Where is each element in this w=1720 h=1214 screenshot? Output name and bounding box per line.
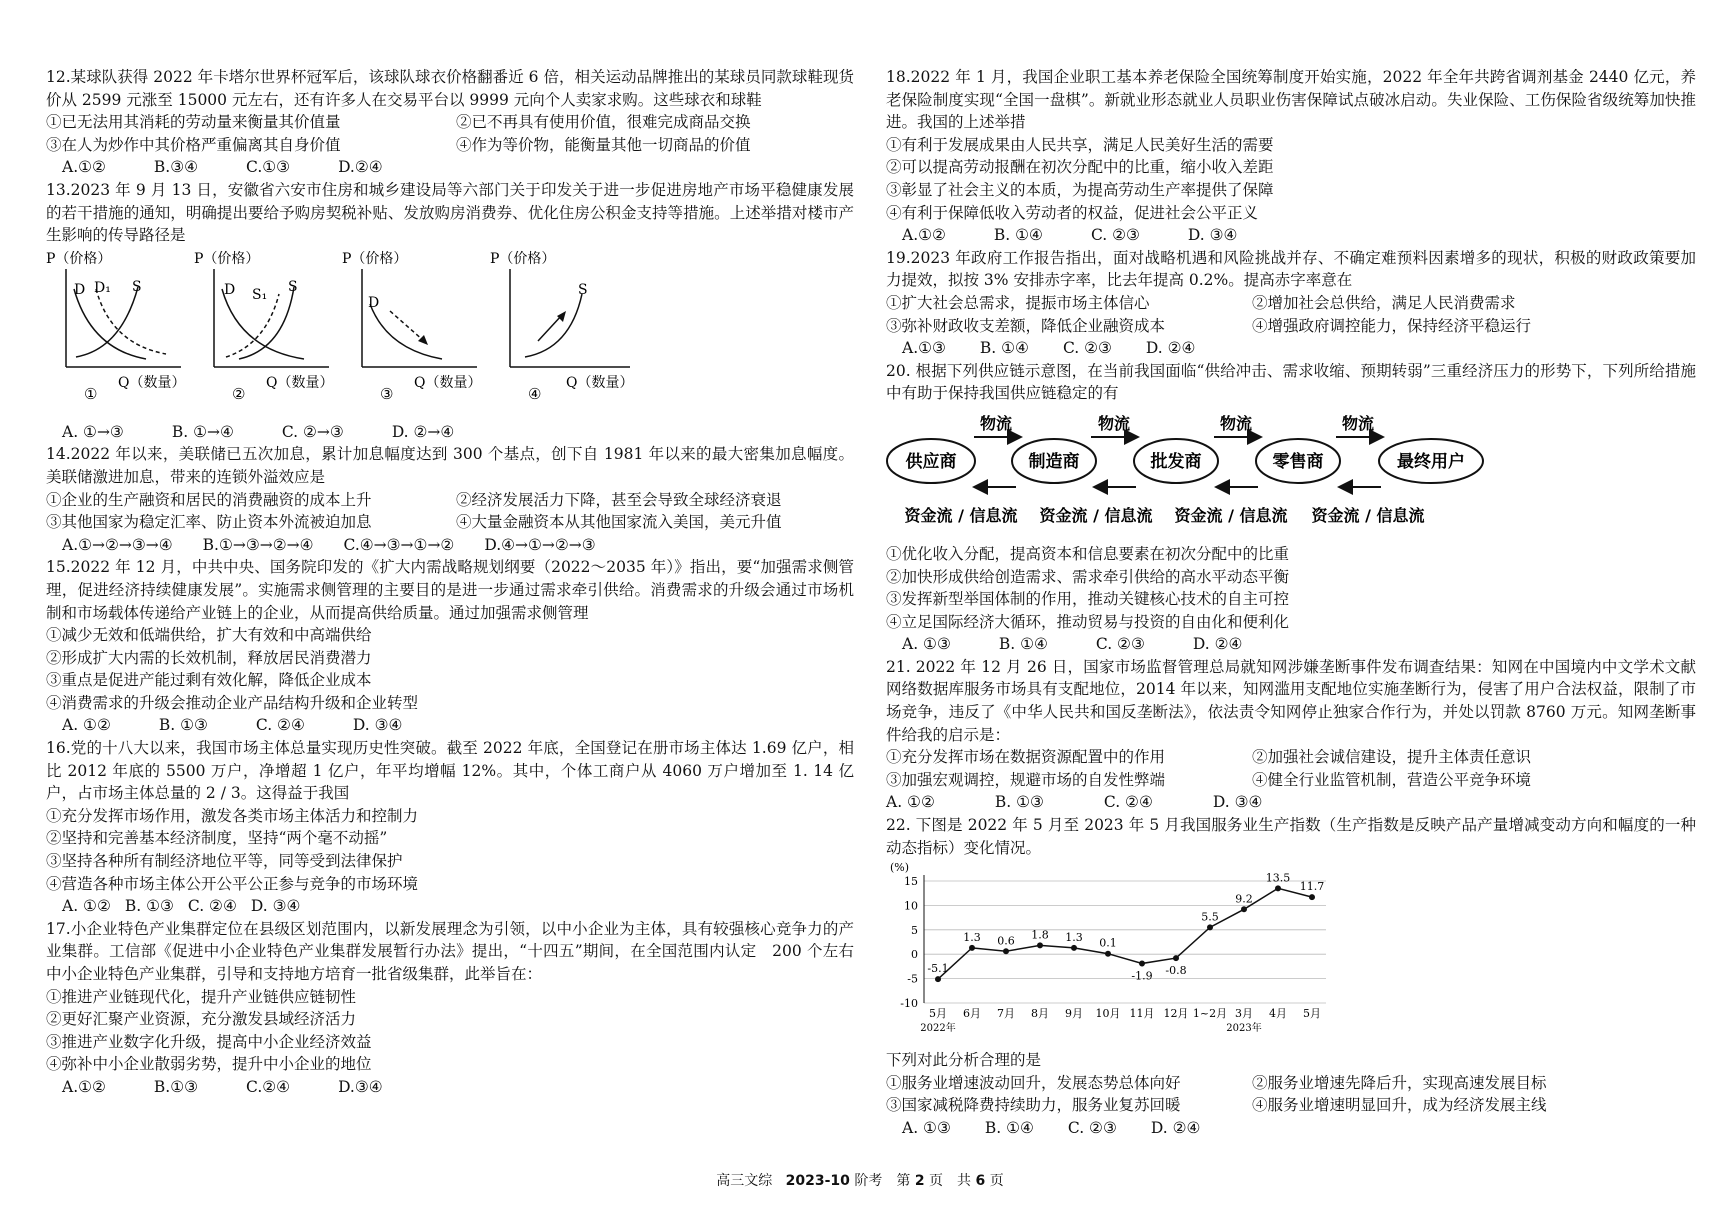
choice-a[interactable]: A. ①③: [902, 1119, 951, 1137]
option: ③加强宏观调控，规避市场的自发性弊端: [886, 770, 1166, 789]
footer-subject: 高三文综: [716, 1173, 773, 1189]
capital-info-flow-label: 资金流 / 信息流: [1311, 505, 1425, 525]
data-point: [1003, 948, 1009, 954]
data-point: [1037, 943, 1043, 949]
choice-b[interactable]: B. ①③: [994, 793, 1044, 812]
question-13: [46, 179, 854, 443]
option: ④健全行业监管机制，营造公平竞争环境: [1252, 770, 1532, 789]
option: ①已无法用其消耗的劳动量来衡量其价值量: [46, 113, 341, 132]
data-label: 1.3: [963, 931, 981, 945]
option: ③其他国家为稳定汇率、防止资本外流被迫加息: [46, 513, 372, 532]
choice-a[interactable]: A.①②: [62, 158, 106, 177]
node-supplier: 供应商: [905, 451, 957, 472]
price-axis-label: P（价格）: [46, 250, 112, 267]
choice-c[interactable]: C. ②→③: [281, 422, 344, 441]
choice-b[interactable]: B.①③: [153, 1077, 199, 1096]
choice-a[interactable]: A.①②: [902, 226, 946, 245]
curve-label: S: [288, 278, 298, 295]
option: ④消费需求的升级会推动企业产品结构升级和企业转型: [46, 693, 419, 712]
option: ③弥补财政收支差额，降低企业融资成本: [886, 316, 1166, 335]
option: ②形成扩大内需的长效机制，释放居民消费潜力: [46, 648, 372, 667]
answer-choices: [886, 337, 1696, 360]
y-tick-label: 10: [904, 899, 918, 913]
graph-number: ①: [84, 384, 98, 403]
data-label: 11.7: [1299, 880, 1325, 894]
answer-choices: [46, 714, 854, 737]
supply-chain-diagram: [886, 409, 1696, 539]
choice-c[interactable]: C. ②④: [187, 897, 237, 916]
page-footer: [0, 1170, 1720, 1193]
year-label: 2023年: [1226, 1023, 1262, 1035]
data-point: [1275, 886, 1281, 892]
choice-c[interactable]: C. ②③: [1062, 339, 1112, 358]
choice-b[interactable]: B. ①→④: [171, 422, 234, 441]
option: ③在人为炒作中其价格严重偏离其自身价值: [46, 135, 341, 154]
data-point: [1207, 925, 1213, 931]
option: ①减少无效和低端供给，扩大有效和中高端供给: [46, 626, 372, 645]
graph-number: ④: [528, 384, 542, 403]
quantity-axis-label: Q（数量）: [566, 374, 634, 391]
data-point: [1309, 894, 1315, 900]
option: ①服务业增速波动回升，发展态势总体向好: [886, 1073, 1181, 1092]
right-column: [886, 66, 1696, 1140]
data-label: 9.2: [1235, 892, 1253, 906]
choice-a[interactable]: A. ①②: [886, 793, 935, 812]
option: ④大量金融资本从其他国家流入美国，美元升值: [456, 513, 782, 532]
curve-label: D: [74, 281, 86, 298]
question-prompt: 下列对此分析合理的是: [886, 1051, 1042, 1070]
x-tick-label: 10月: [1095, 1007, 1121, 1021]
question-17: [46, 918, 854, 1099]
curve-label: D₁: [94, 279, 111, 296]
question-stem: 17.小企业特色产业集群定位在县级区划范围内，以新发展理念为引领，以中小企业为主体，具有较强核心竞争力的产业集群。工信部《促进中小企业特色产业集群发展暂行办法》提出，“十四五”期间，在全国范围内认定 200 个左右中小企业特色产业集群，引导和支持地方培育一批省级集群，此举旨在：: [46, 919, 854, 983]
x-tick-label: 5月: [929, 1007, 947, 1021]
answer-choices: [46, 534, 854, 557]
answer-choices: [886, 791, 1696, 814]
option: ②服务业增速先降后升，实现高速发展目标: [1252, 1073, 1547, 1092]
option: ③推进产业数字化升级，提高中小企业经济效益: [46, 1032, 372, 1051]
data-label: 0.1: [1099, 936, 1117, 950]
option: ③坚持各种所有制经济地位平等，同等受到法律保护: [46, 852, 403, 871]
option: ②可以提高劳动报酬在初次分配中的比重，缩小收入差距: [886, 158, 1274, 177]
question-15: [46, 556, 854, 737]
answer-choices: [46, 895, 854, 918]
option: ②加强社会诚信建设，提升主体责任意识: [1252, 748, 1532, 767]
logistics-label: 物流: [1219, 413, 1253, 433]
x-tick-label: 8月: [1031, 1007, 1049, 1021]
data-label: -5.1: [927, 962, 949, 976]
logistics-label: 物流: [979, 413, 1013, 433]
choice-c[interactable]: C.④→③→①→②: [343, 535, 455, 554]
footer-text: 页: [989, 1173, 1004, 1189]
option: ②更好汇聚产业资源，充分激发县域经济活力: [46, 1010, 357, 1029]
choice-d[interactable]: D. ③④: [1187, 226, 1238, 245]
answer-choices: [886, 633, 1696, 656]
y-tick-label: -5: [907, 972, 918, 986]
capital-info-flow-label: 资金流 / 信息流: [1174, 505, 1288, 525]
graph-number: ③: [380, 384, 394, 403]
choice-d[interactable]: D. ②④: [1192, 635, 1243, 654]
y-tick-label: -10: [900, 997, 918, 1011]
choice-b[interactable]: B. ①③: [124, 897, 174, 916]
choice-a[interactable]: A.①②: [62, 1077, 106, 1096]
choice-b[interactable]: B. ①③: [158, 716, 208, 735]
choice-d[interactable]: D. ②④: [1150, 1119, 1201, 1137]
choice-b[interactable]: B. ①④: [993, 226, 1043, 245]
choice-b[interactable]: B. ①④: [984, 1119, 1034, 1137]
question-22: [886, 814, 1696, 1140]
graph-1: [46, 249, 186, 419]
x-tick-label: 12月: [1163, 1007, 1189, 1021]
footer-term: 2023-10: [785, 1173, 850, 1189]
option: ③彰显了社会主义的本质，为提高劳动生产率提供了保障: [886, 180, 1274, 199]
curve-label: S: [578, 281, 588, 298]
x-tick-label: 7月: [997, 1007, 1015, 1021]
x-tick-label: 6月: [963, 1007, 981, 1021]
option: ①充分发挥市场在数据资源配置中的作用: [886, 748, 1166, 767]
choice-c[interactable]: C. ②③: [1090, 226, 1140, 245]
graph-number: ②: [232, 384, 246, 403]
option: ②经济发展活力下降，甚至会导致全球经济衰退: [456, 490, 782, 509]
x-tick-label: 11月: [1129, 1007, 1155, 1021]
option: ①企业的生产融资和居民的消费融资的成本上升: [46, 490, 372, 509]
question-stem: 18.2022 年 1 月，我国企业职工基本养老保险全国统筹制度开始实施，2022 年全年共跨省调剂基金 2440 亿元，养老保险制度实现“全国一盘棋”。新就业形态就业人员职业伤害保障试点破冰启动。失业保险、工伤保险省级统筹加快推进。我国的上述举措: [886, 68, 1696, 132]
curve-label: S₁: [252, 286, 268, 303]
option: ④弥补中小企业散弱劣势，提升中小企业的地位: [46, 1055, 372, 1074]
choice-c[interactable]: C. ②④: [1103, 793, 1153, 812]
footer-text: 阶考 第: [854, 1173, 911, 1189]
price-axis-label: P（价格）: [342, 250, 408, 267]
question-stem: 21. 2022 年 12 月 26 日，国家市场监督管理总局就知网涉嫌垄断事件发布调查结果：知网在中国境内中文学术文献网络数据库服务市场具有支配地位，2014 年以来，知网滥用支配地位实施垄断行为，侵害了用户合法权益，限制了市场竞争，违反了《中华人民共和国反垄断法》，依法责令知网停止独家合作行为，并处以罚款 8760 万元。知网垄断事件给我的启示是：: [886, 657, 1696, 744]
data-label: 1.8: [1031, 928, 1049, 942]
question-stem: 13.2023 年 9 月 13 日，安徽省六安市住房和城乡建设局等六部门关于印发关于进一步促进房地产市场平稳健康发展的若干措施的通知，明确提出要给予购房契税补贴、发放购房消费券、优化住房公积金支持等措施。上述举措对楼市产生影响的传导路径是: [46, 180, 854, 245]
node-wholesaler: 批发商: [1150, 451, 1202, 472]
year-label: 2022年: [920, 1023, 956, 1035]
data-point: [1139, 961, 1145, 967]
choice-b[interactable]: B.①→③→②→④: [202, 535, 314, 554]
question-stem: 14.2022 年以来，美联储已五次加息，累计加息幅度达到 300 个基点，创下自 1981 年以来的最大密集加息幅度。美联储激进加息，带来的连锁外溢效应是: [46, 445, 854, 486]
data-point: [1071, 945, 1077, 951]
choice-a[interactable]: A. ①③: [902, 635, 951, 654]
option: ④立足国际经济大循环，推动贸易与投资的自由化和便利化: [886, 612, 1290, 631]
price-axis-label: P（价格）: [194, 250, 260, 267]
choice-d[interactable]: D.②④: [338, 158, 383, 177]
graph-3: [342, 249, 482, 419]
question-stem: 12.某球队获得 2022 年卡塔尔世界杯冠军后，该球队球衣价格翻番近 6 倍，相关运动品牌推出的某球员同款球鞋现货价从 2599 元涨至 15000 元左右，还有许多人在交易平台以 9999 元向个人卖家求购。这些球衣和球鞋: [46, 68, 854, 109]
choice-b[interactable]: B. ①④: [998, 635, 1048, 654]
option: ④营造各种市场主体公开公平公正参与竞争的市场环境: [46, 874, 419, 893]
option: ①充分发挥市场作用，激发各类市场主体活力和控制力: [46, 806, 419, 825]
curve-label: S: [132, 278, 142, 295]
choice-d[interactable]: D. ③④: [250, 897, 301, 916]
x-tick-label: 3月: [1235, 1007, 1253, 1021]
data-label: 5.5: [1201, 910, 1219, 924]
quantity-axis-label: Q（数量）: [266, 374, 334, 391]
answer-choices: [46, 156, 854, 179]
choice-d[interactable]: D. ②④: [1145, 339, 1196, 358]
question-stem: 19.2023 年政府工作报告指出，面对战略机遇和风险挑战并存、不确定难预料因素增多的现状，积极的财政政策要加力提效，拟按 3% 安排赤字率，比去年提高 0.2%。提高赤字率意在: [886, 248, 1696, 290]
option: ②坚持和完善基本经济制度，坚持“两个毫不动摇”: [46, 829, 388, 848]
quantity-axis-label: Q（数量）: [414, 374, 482, 391]
logistics-label: 物流: [1097, 413, 1131, 433]
logistics-label: 物流: [1341, 413, 1375, 433]
price-axis-label: P（价格）: [490, 250, 556, 267]
answer-choices: [46, 1076, 854, 1099]
data-label: -1.9: [1131, 969, 1153, 983]
choice-c[interactable]: C.②④: [246, 1077, 291, 1096]
option: ③国家减税降费持续助力，服务业复苏回暖: [886, 1096, 1181, 1115]
data-label: 0.6: [997, 934, 1015, 948]
answer-choices: [886, 1117, 1696, 1140]
answer-choices: [886, 224, 1696, 247]
option: ④增强政府调控能力，保持经济平稳运行: [1252, 316, 1532, 335]
node-end-user: 最终用户: [1397, 451, 1465, 472]
option: ①扩大社会总需求，提振市场主体信心: [886, 293, 1150, 312]
choice-a[interactable]: A. ①→③: [62, 422, 124, 441]
choice-d[interactable]: D. ②→④: [391, 422, 455, 441]
option: ①优化收入分配，提高资本和信息要素在初次分配中的比重: [886, 544, 1290, 563]
option: ①推进产业链现代化，提升产业链供应链韧性: [46, 987, 357, 1006]
data-point: [1105, 951, 1111, 957]
question-16: [46, 737, 854, 918]
choice-b[interactable]: B.③④: [153, 158, 199, 177]
question-20: [886, 360, 1696, 656]
choice-d[interactable]: D.④→①→②→③: [484, 535, 596, 554]
option: ④有利于保障低收入劳动者的权益，促进社会公平正义: [886, 203, 1259, 222]
choice-a[interactable]: A. ①②: [62, 897, 111, 916]
supply-demand-graphs: [46, 249, 854, 419]
question-21: [886, 656, 1696, 814]
option: ①有利于发展成果由人民共享，满足人民美好生活的需要: [886, 135, 1274, 154]
series-line: [938, 889, 1312, 980]
data-point: [1173, 955, 1179, 961]
data-point: [969, 945, 975, 951]
quantity-axis-label: Q（数量）: [118, 374, 186, 391]
question-stem: 16.党的十八大以来，我国市场主体总量实现历史性突破。截至 2022 年底，全国登记在册市场主体达 1.69 亿户，相比 2012 年底的 5500 万户，净增超 1 亿户，年平均增幅 12%。其中，个体工商户从 4060 万户增加至 1. 14 亿户，占市场主体总量的 2 / 3。这得益于我国: [46, 739, 854, 803]
x-tick-label: 4月: [1269, 1007, 1287, 1021]
footer-text: 页 共: [929, 1173, 972, 1189]
curve-label: D: [224, 281, 236, 298]
curve-label: D: [368, 294, 380, 311]
choice-d[interactable]: D. ③④: [1212, 793, 1263, 812]
x-tick-label: 9月: [1065, 1007, 1083, 1021]
service-production-index-chart: [886, 861, 1696, 1041]
question-19: [886, 247, 1696, 360]
data-label: 13.5: [1265, 871, 1291, 885]
choice-c[interactable]: C. ②③: [1067, 1119, 1117, 1137]
question-stem: 20. 根据下列供应链示意图，在当前我国面临“供给冲击、需求收缩、预期转弱”三重经济压力的形势下，下列所给措施中有助于保持我国供应链稳定的有: [886, 361, 1696, 403]
option: ③重点是促进产能过剩有效化解，降低企业成本: [46, 671, 372, 690]
x-tick-label: 1~2月: [1192, 1007, 1228, 1021]
question-stem: 15.2022 年 12 月，中共中央、国务院印发的《扩大内需战略规划纲要（2022～2035 年）》指出，要“加强需求侧管理，促进经济持续健康发展”。实施需求侧管理的主要目的是进一步通过需求牵引供给。消费需求的升级会通过市场机制和市场载体传递给产业链上的企业，从而提高供给质量。通过加强需求侧管理: [46, 558, 854, 622]
choice-d[interactable]: D. ③④: [352, 716, 403, 735]
choice-a[interactable]: A.①③: [902, 339, 946, 358]
choice-d[interactable]: D.③④: [338, 1077, 383, 1096]
y-tick-label: 0: [911, 948, 918, 962]
option: ④服务业增速明显回升，成为经济发展主线: [1252, 1096, 1547, 1115]
data-point: [1241, 907, 1247, 913]
capital-info-flow-label: 资金流 / 信息流: [1039, 505, 1153, 525]
choice-a[interactable]: A.①→②→③→④: [62, 535, 173, 554]
node-retailer: 零售商: [1272, 451, 1324, 472]
question-12: [46, 66, 854, 179]
choice-c[interactable]: C. ②③: [1095, 635, 1145, 654]
data-label: -0.8: [1165, 964, 1187, 978]
question-stem: 22. 下图是 2022 年 5 月至 2023 年 5 月我国服务业生产指数（生产指数是反映产品产量增减变动方向和幅度的一种动态指标）变化情况。: [886, 816, 1696, 857]
choice-b[interactable]: B. ①④: [979, 339, 1029, 358]
y-tick-label: 5: [911, 924, 918, 938]
graph-2: [194, 249, 334, 419]
option: ②已不再具有使用价值，很难完成商品交换: [456, 113, 751, 132]
data-label: 1.3: [1065, 931, 1083, 945]
footer-page: 2: [914, 1173, 925, 1189]
data-point: [935, 976, 941, 982]
choice-c[interactable]: C. ②④: [255, 716, 305, 735]
left-column: [46, 66, 854, 1099]
choice-c[interactable]: C.①③: [246, 158, 291, 177]
y-tick-label: 15: [904, 875, 918, 889]
option: ④作为等价物，能衡量其他一切商品的价值: [456, 135, 751, 154]
option: ②增加社会总供给，满足人民消费需求: [1252, 293, 1516, 312]
question-18: [886, 66, 1696, 247]
capital-info-flow-label: 资金流 / 信息流: [904, 505, 1018, 525]
footer-total: 6: [975, 1173, 986, 1189]
choice-a[interactable]: A. ①②: [62, 716, 111, 735]
node-manufacturer: 制造商: [1028, 451, 1080, 472]
option: ③发挥新型举国体制的作用，推动关键核心技术的自主可控: [886, 590, 1290, 609]
option: ②加快形成供给创造需求、需求牵引供给的高水平动态平衡: [886, 567, 1290, 586]
x-tick-label: 5月: [1303, 1007, 1321, 1021]
y-axis-unit: (%): [890, 861, 910, 875]
question-14: [46, 443, 854, 556]
answer-choices: [46, 421, 854, 444]
graph-4: [490, 249, 640, 419]
